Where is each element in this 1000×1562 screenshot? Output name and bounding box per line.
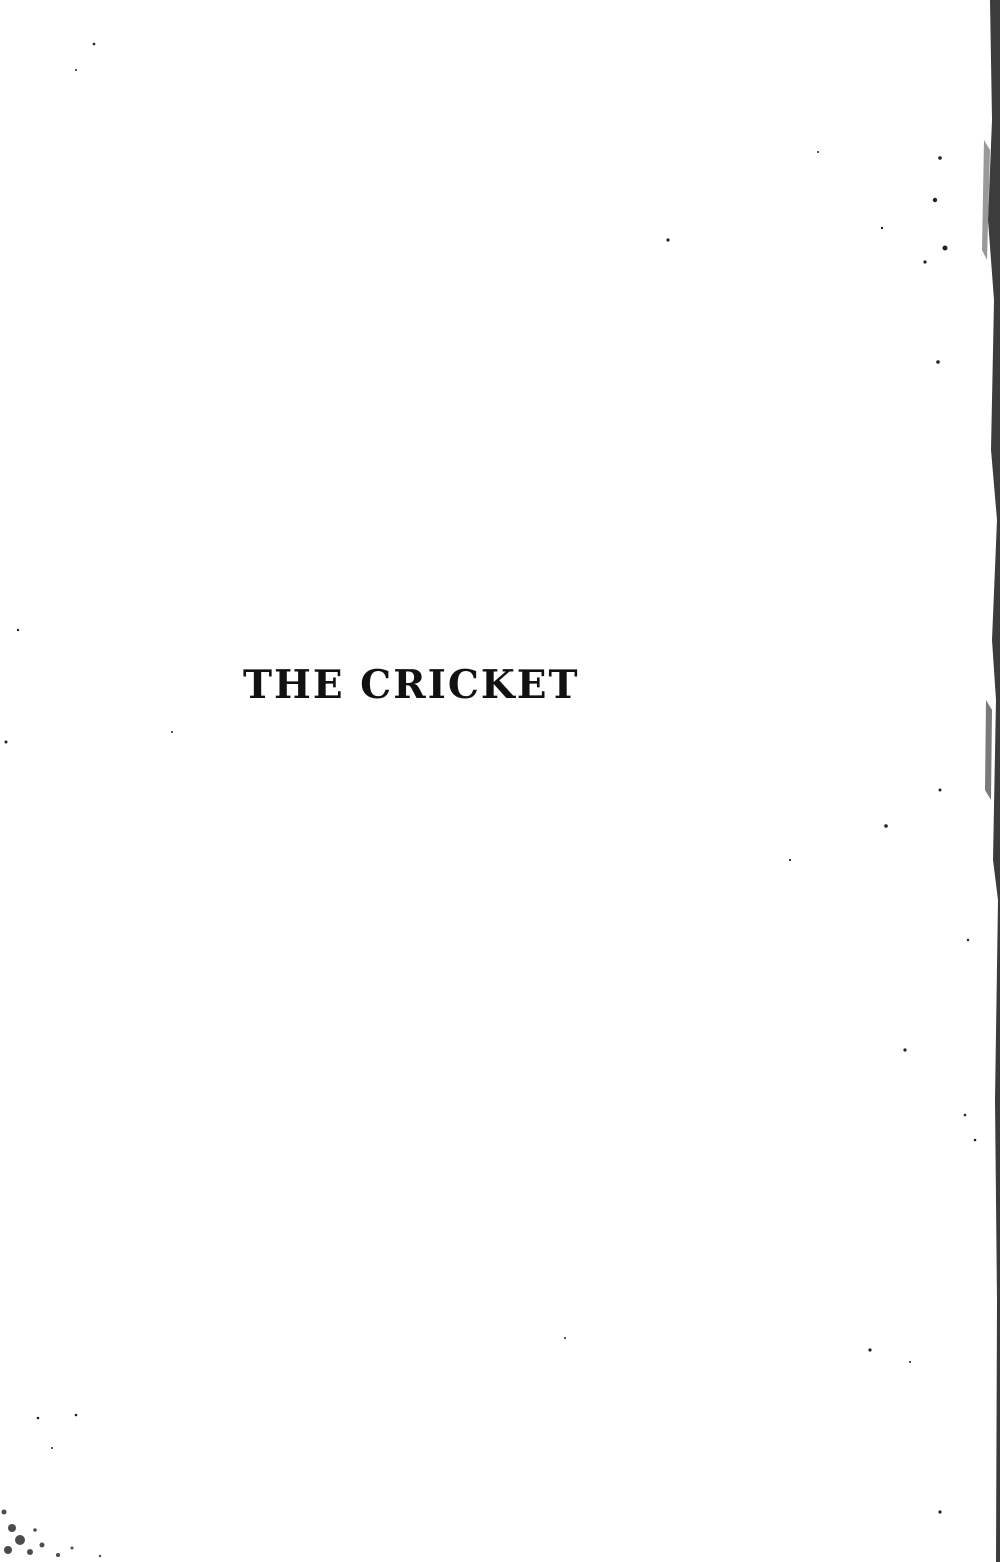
page-title: THE CRICKET bbox=[243, 662, 580, 708]
